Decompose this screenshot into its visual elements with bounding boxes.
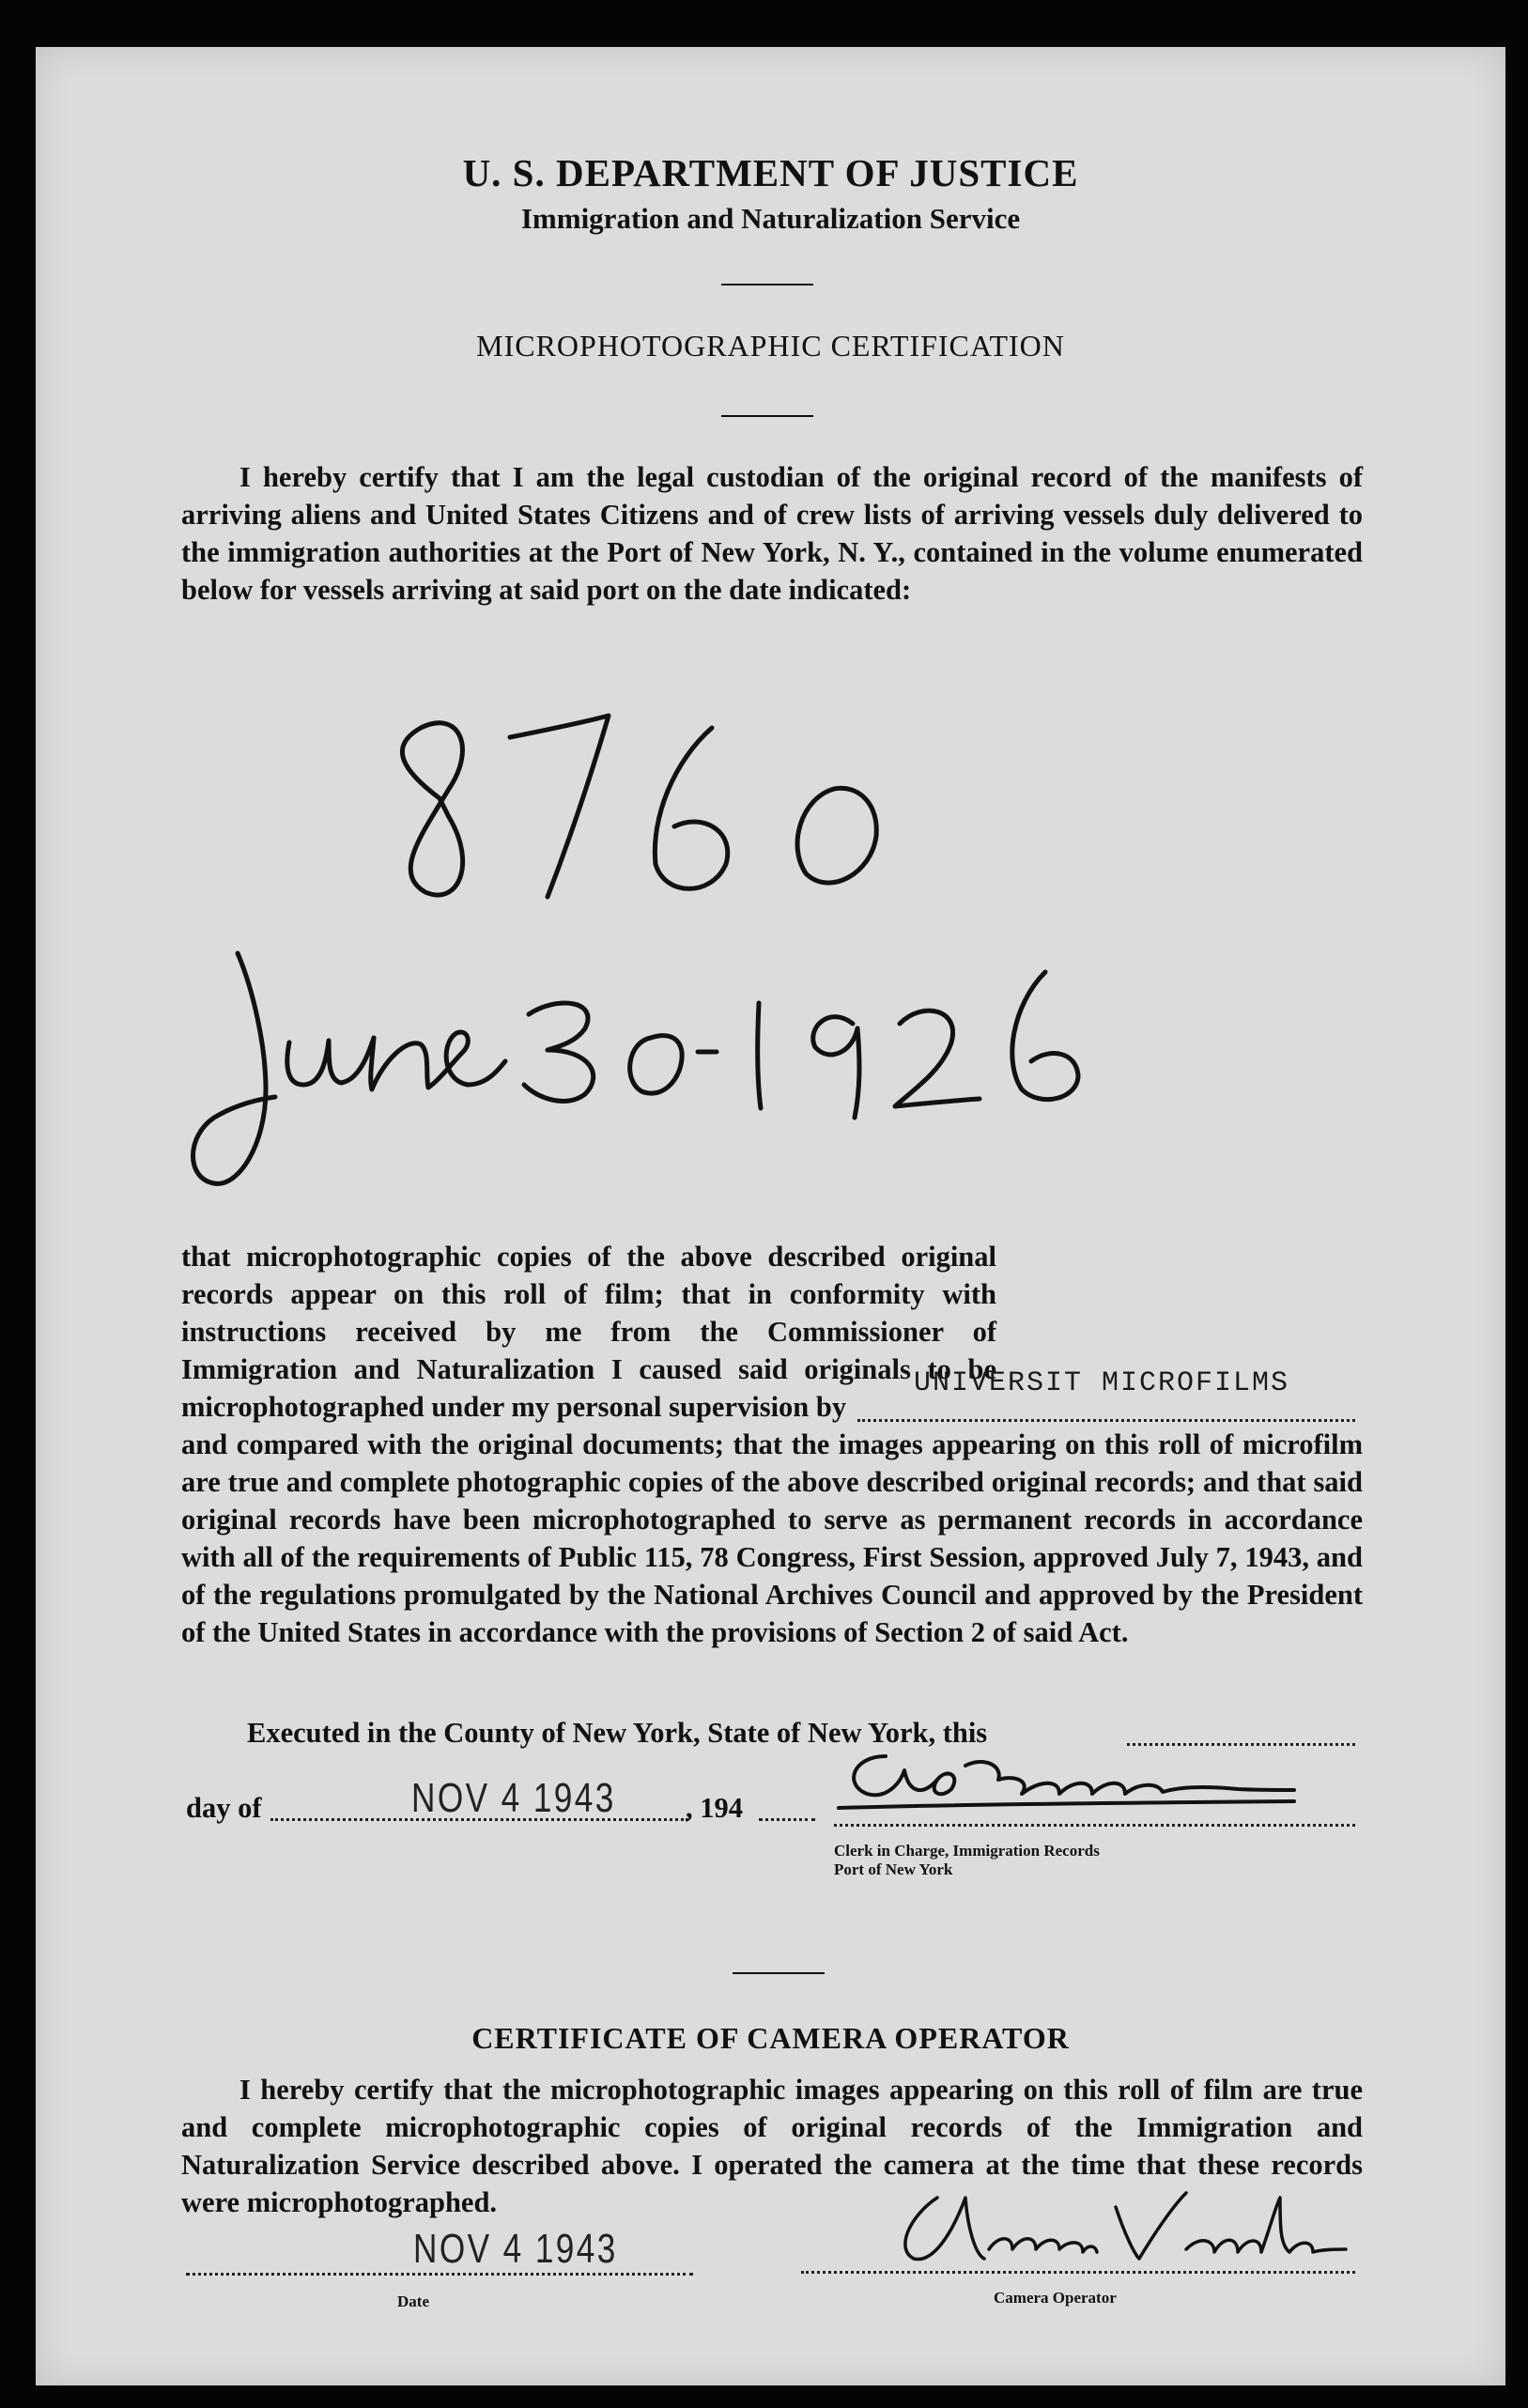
camera-operator-label: Camera Operator bbox=[994, 2289, 1117, 2307]
clerk-title-line2: Port of New York bbox=[834, 1860, 953, 1878]
department-title: U. S. DEPARTMENT OF JUSTICE bbox=[462, 151, 1079, 194]
copies-text-b: and compared with the original documents; that the images appearing on this roll of microfilm are true and complete photographic copies of the above described original records; and that said original records have been microphotographed to serve as permanent records in accordance with all of the requirements of Public 115, 78 Congress, First Session, approved July 7, 1943, and of the regulations promulgated by the National Archives Council and approved by the President of the United States in accordance with the provisions of Section 2 of said Act. bbox=[181, 1428, 1363, 1648]
custodian-text: I hereby certify that I am the legal custodian of the original record of the manifests of arriving aliens and United States Citizens and of crew lists of arriving vessels duly delivered to the immigration authorities at the Port of New York, N. Y., contained in the volume enumerated below for vessels arriving at said port on the date indicated: bbox=[181, 461, 1363, 606]
year-dotted-line bbox=[759, 1818, 815, 1821]
copies-paragraph bbox=[181, 1238, 1363, 1651]
service-subtitle: Immigration and Naturalization Service bbox=[520, 202, 1021, 235]
executed-dotted-line bbox=[1127, 1743, 1355, 1746]
typed-company-name: UNIVERSIT MICROFILMS bbox=[914, 1367, 1290, 1399]
divider-bottom bbox=[733, 1972, 825, 1974]
clerk-signature bbox=[839, 1756, 1294, 1808]
handwritten-volume bbox=[402, 716, 876, 897]
executed-text: Executed in the County of New York, State of New York, this bbox=[247, 1717, 988, 1749]
day-of-label: day of bbox=[186, 1792, 262, 1824]
certification-heading: MICROPHOTOGRAPHIC CERTIFICATION bbox=[476, 329, 1065, 363]
clerk-title-line1: Clerk in Charge, Immigration Records bbox=[834, 1842, 1100, 1860]
camera-stamp-date: NOV 4 1943 bbox=[413, 2226, 618, 2272]
operator-signature-line bbox=[801, 2271, 1355, 2274]
executed-stamp-date: NOV 4 1943 bbox=[411, 1775, 616, 1821]
camera-operator-heading: CERTIFICATE OF CAMERA OPERATOR bbox=[471, 2021, 1070, 2055]
camera-paragraph bbox=[181, 2071, 1363, 2221]
year-label: , 194 bbox=[686, 1792, 743, 1824]
clerk-signature-line bbox=[834, 1824, 1355, 1827]
company-dotted-line bbox=[857, 1419, 1355, 1422]
certificate-page bbox=[36, 47, 1505, 2385]
camera-text: I hereby certify that the microphotographic images appearing on this roll of film are true and complete microphotographic copies of original records of the Immigration and Naturalization Service described above. I operated the camera at the time that these records were microphotographed. bbox=[181, 2074, 1363, 2218]
date-label: Date bbox=[397, 2292, 429, 2310]
copies-text-a: that microphotographic copies of the above described original records appear on this roll of film; that in conformity with instructions received by me from the Commissioner of Immigration and Naturalization I caused said originals to be microphotographed under my personal supervision by bbox=[181, 1241, 996, 1423]
handwritten-date bbox=[193, 953, 1079, 1183]
date-dotted-line bbox=[186, 2273, 693, 2276]
